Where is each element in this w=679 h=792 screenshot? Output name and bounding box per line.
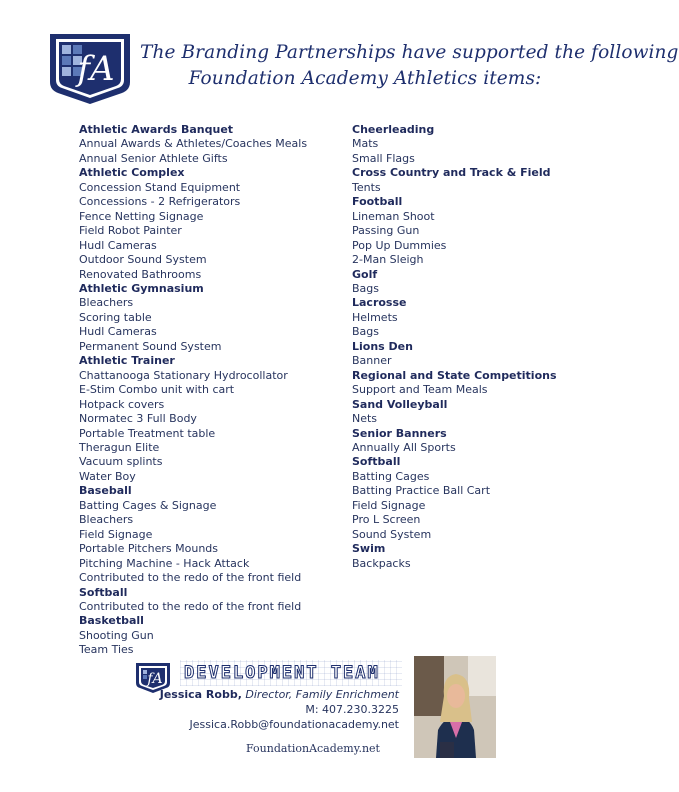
list-item: Pop Up Dummies — [352, 238, 447, 252]
right-item-list — [352, 123, 602, 571]
category-heading: Cross Country and Track & Field — [352, 166, 551, 180]
list-item: Batting Cages & Signage — [79, 498, 217, 512]
category-heading: Cheerleading — [352, 123, 435, 136]
list-item: Permanent Sound System — [79, 339, 222, 353]
category-heading: Athletic Complex — [79, 166, 185, 180]
development-team-label: DEVELOPMENT TEAM — [180, 660, 402, 686]
list-item: Vacuum splints — [79, 455, 163, 469]
list-item: Bags — [352, 325, 380, 339]
list-item: Pro L Screen — [352, 513, 421, 527]
category-heading: Softball — [352, 455, 401, 469]
category-heading: Athletic Trainer — [79, 354, 175, 368]
title-line-2: Foundation Academy Athletics items: — [188, 68, 542, 89]
list-item: Contributed to the redo of the front field — [79, 599, 302, 613]
list-item: Small Flags — [352, 151, 415, 165]
list-item: Scoring table — [79, 310, 152, 324]
list-item: Passing Gun — [352, 224, 420, 238]
contact-photo — [414, 656, 496, 758]
list-item: Contributed to the redo of the front field — [79, 571, 302, 585]
list-item: Renovated Bathrooms — [79, 267, 202, 281]
category-heading: Golf — [352, 267, 378, 281]
category-heading: Football — [352, 195, 403, 209]
contact-name-line — [160, 687, 399, 702]
contact-email[interactable]: Jessica.Robb@foundationacademy.net — [189, 718, 399, 731]
category-heading: Regional and State Competitions — [352, 368, 557, 382]
list-item: Shooting Gun — [79, 628, 154, 642]
footer-monogram: fA — [147, 671, 163, 687]
list-item: Support and Team Meals — [352, 383, 488, 397]
list-item: Chattanooga Stationary Hydrocollator — [79, 368, 288, 382]
list-item: Hudl Cameras — [79, 238, 157, 252]
list-item: Annual Senior Athlete Gifts — [79, 151, 228, 165]
category-heading: Basketball — [79, 614, 144, 628]
page-title — [140, 40, 679, 92]
list-item: Helmets — [352, 310, 398, 324]
list-item: Nets — [352, 412, 378, 426]
crest-monogram: fA — [77, 49, 115, 89]
list-item: Concession Stand Equipment — [79, 180, 241, 194]
list-item: Batting Practice Ball Cart — [352, 484, 491, 498]
list-item: Hotpack covers — [79, 397, 165, 411]
list-item: Pitching Machine - Hack Attack — [79, 556, 250, 570]
list-item: Banner — [352, 354, 392, 368]
list-item: Mats — [352, 137, 379, 151]
website-link[interactable]: FoundationAcademy.net — [246, 742, 380, 755]
category-heading: Sand Volleyball — [352, 397, 448, 411]
list-item: Portable Treatment table — [79, 426, 216, 440]
category-heading: Softball — [79, 585, 128, 599]
list-item: Theragun Elite — [79, 440, 160, 454]
list-item: Outdoor Sound System — [79, 253, 207, 267]
list-item: Field Signage — [79, 527, 153, 541]
list-item: Sound System — [352, 527, 432, 541]
list-item: Lineman Shoot — [352, 209, 435, 223]
contact-block — [160, 687, 399, 732]
list-item: Batting Cages — [352, 469, 430, 483]
list-item: 2-Man Sleigh — [352, 253, 424, 267]
list-item: E-Stim Combo unit with cart — [79, 383, 235, 397]
category-heading: Senior Banners — [352, 426, 447, 440]
category-heading: Lacrosse — [352, 296, 407, 310]
category-heading: Athletic Gymnasium — [79, 281, 204, 295]
list-item: Team Ties — [79, 643, 134, 657]
contact-name: Jessica Robb, — [159, 688, 242, 701]
category-heading: Athletic Awards Banquet — [79, 123, 234, 136]
list-item: Normatec 3 Full Body — [79, 412, 197, 426]
category-heading: Baseball — [79, 484, 132, 498]
list-item: Bleachers — [79, 513, 134, 527]
title-line-1: The Branding Partnerships have supported the following — [140, 42, 679, 63]
list-item: Hudl Cameras — [79, 325, 157, 339]
list-item: Annual Awards & Athletes/Coaches Meals — [79, 137, 308, 151]
contact-role: Director, Family Enrichment — [245, 688, 399, 701]
list-item: Field Signage — [352, 498, 426, 512]
contact-phone: M: 407.230.3225 — [305, 703, 399, 716]
list-item: Fence Netting Signage — [79, 209, 204, 223]
list-item: Portable Pitchers Mounds — [79, 542, 219, 556]
list-item: Water Boy — [79, 469, 136, 483]
list-item: Annually All Sports — [352, 440, 456, 454]
list-item: Tents — [352, 180, 381, 194]
category-heading: Swim — [352, 542, 386, 556]
left-item-list — [79, 123, 344, 658]
list-item: Backpacks — [352, 556, 411, 570]
academy-crest-logo — [46, 30, 134, 106]
category-heading: Lions Den — [352, 339, 413, 353]
list-item: Bags — [352, 281, 380, 295]
list-item: Bleachers — [79, 296, 134, 310]
list-item: Field Robot Painter — [79, 224, 182, 238]
list-item: Concessions - 2 Refrigerators — [79, 195, 241, 209]
